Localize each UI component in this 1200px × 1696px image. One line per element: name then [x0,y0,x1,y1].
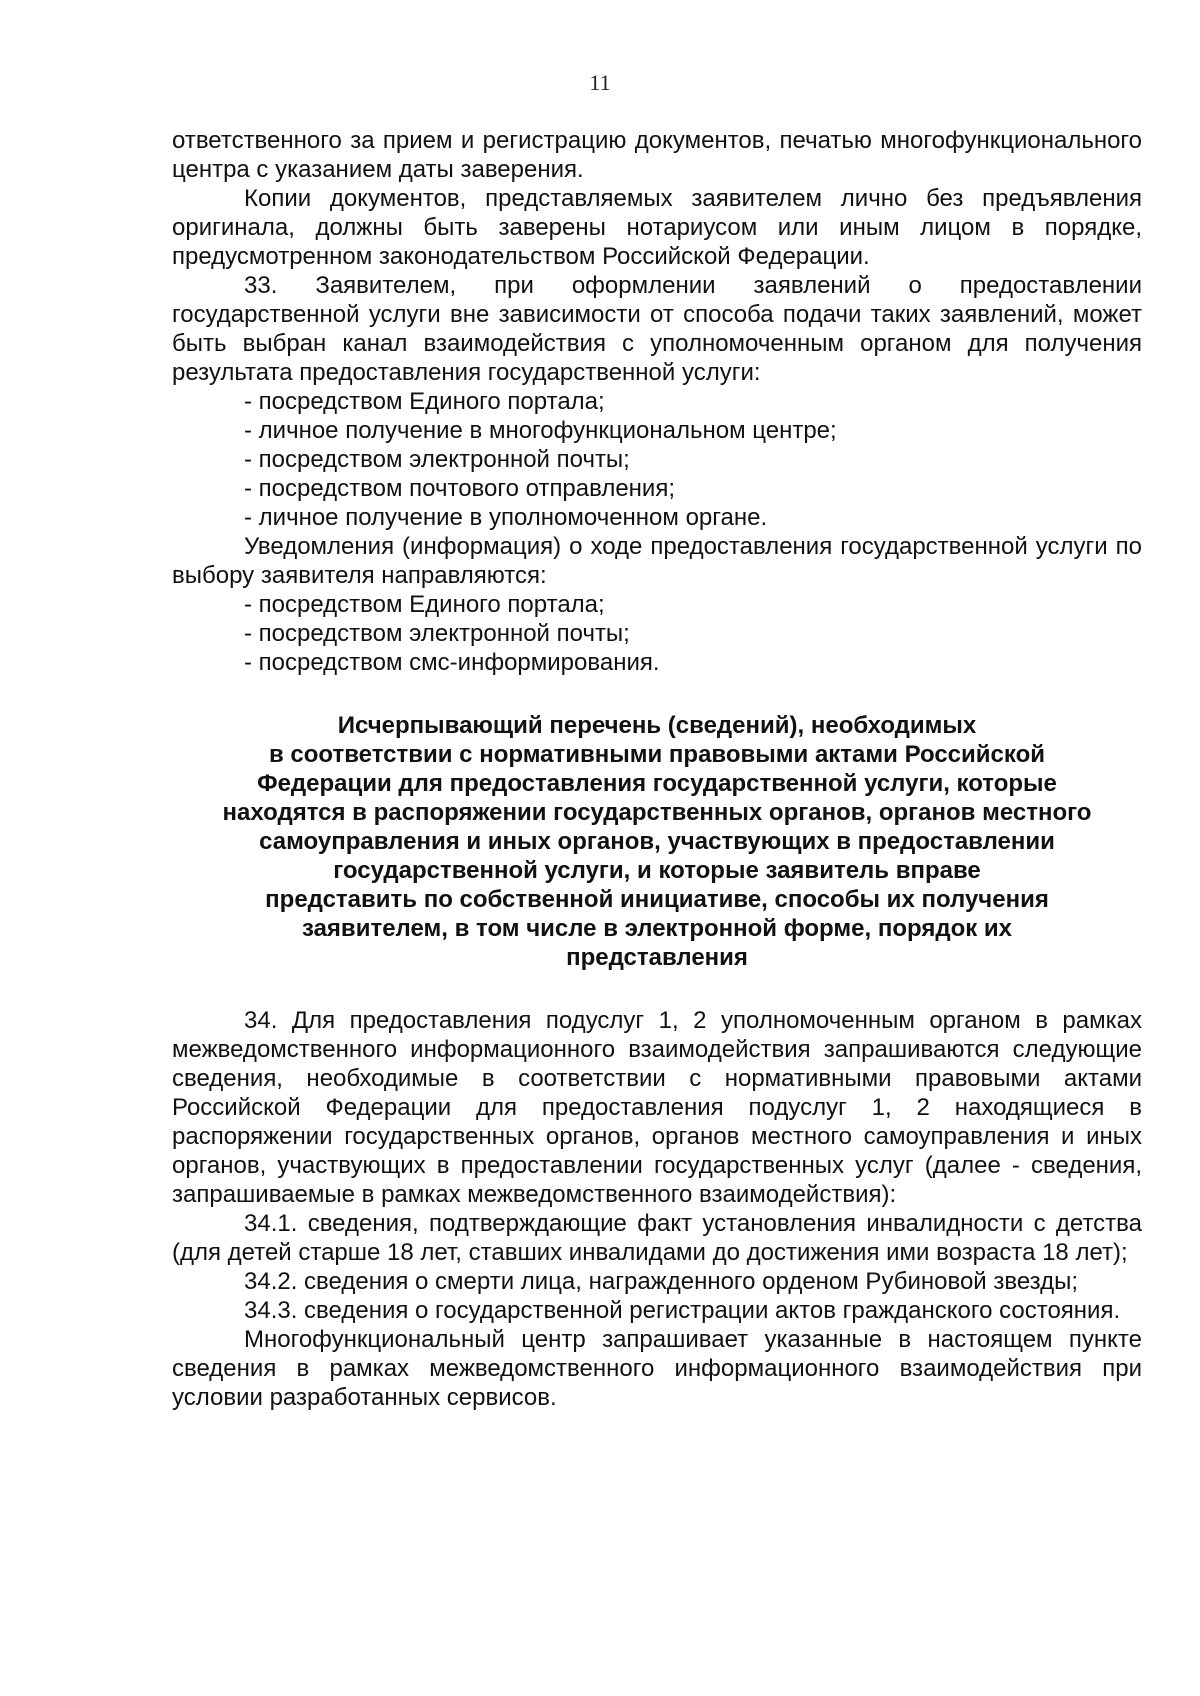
list-item: - личное получение в многофункциональном центре; [244,417,837,444]
paragraph-34-2: 34.2. сведения о смерти лица, награжденного орденом Рубиновой звезды; [244,1268,1079,1295]
paragraph-notifications: Уведомления (информация) о ходе предоставления государственной услуги по выбору заявителя направляются: [172,533,1142,589]
paragraph-continuation: ответственного за прием и регистрацию документов, печатью многофункционального центра с указанием даты заверения. [172,127,1142,183]
heading-line: заявителем, в том числе в электронной форме, порядок их [301,915,1013,942]
document-body [172,126,1142,1412]
paragraph-copies: Копии документов, представляемых заявителем лично без предъявления оригинала, должны быть заверены нотариусом или иным лицом в порядке, предусмотренном законодательством Российской Федерации. [172,185,1142,270]
heading-line: Исчерпывающий перечень (сведений), необходимых [337,712,977,739]
heading-line: Федерации для предоставления государственной услуги, которые [257,770,1057,797]
paragraph-mfc: Многофункциональный центр запрашивает указанные в настоящем пункте сведения в рамках межведомственного информационного взаимодействия при условии разработанных сервисов. [172,1326,1142,1411]
heading-line: находятся в распоряжении государственных органов, органов местного [222,799,1092,826]
page-number: 11 [589,70,611,95]
bottom-section [172,1006,1142,1412]
list-item: - личное получение в уполномоченном органе. [244,504,768,531]
list-item: - посредством Единого портала; [244,591,605,618]
heading-line: представить по собственной инициативе, способы их получения [265,886,1049,913]
heading-line: государственной услуги, и которые заявитель вправе [333,857,981,884]
paragraph-33: 33. Заявителем, при оформлении заявлений о предоставлении государственной услуги вне зависимости от способа подачи таких заявлений, может быть выбран канал взаимодействия с уполномоченным органом для получения результата предоставления государственной услуги: [172,272,1142,386]
paragraph-34-1: 34.1. сведения, подтверждающие факт установления инвалидности с детства (для детей старше 18 лет, ставших инвалидами до достижения ими возраста 18 лет); [172,1210,1142,1266]
paragraph-34: 34. Для предоставления подуслуг 1, 2 уполномоченным органом в рамках межведомственного информационного взаимодействия запрашиваются следующие сведения, необходимые в соответствии с нормативными правовыми актами Российской Федерации для предоставления подуслуг 1, 2 находящиеся в распоряжении государственных органов, органов местного самоуправления и иных органов, участвующих в предоставлении государственных услуг (далее - сведения, запрашиваемые в рамках межведомственного взаимодействия): [172,1007,1142,1208]
list-item: - посредством электронной почты; [244,620,630,647]
list-item: - посредством смс-информирования. [244,649,660,676]
section-heading [172,711,1142,972]
heading-line: самоуправления и иных органов, участвующих в предоставлении [259,828,1055,855]
top-section [172,126,1142,677]
list-item: - посредством почтового отправления; [244,475,676,502]
list-item: - посредством Единого портала; [244,388,605,415]
heading-line: представления [566,944,748,971]
paragraph-34-3: 34.3. сведения о государственной регистрации актов гражданского состояния. [244,1297,1121,1324]
list-item: - посредством электронной почты; [244,446,630,473]
heading-line: в соответствии с нормативными правовыми актами Российской [269,741,1045,768]
